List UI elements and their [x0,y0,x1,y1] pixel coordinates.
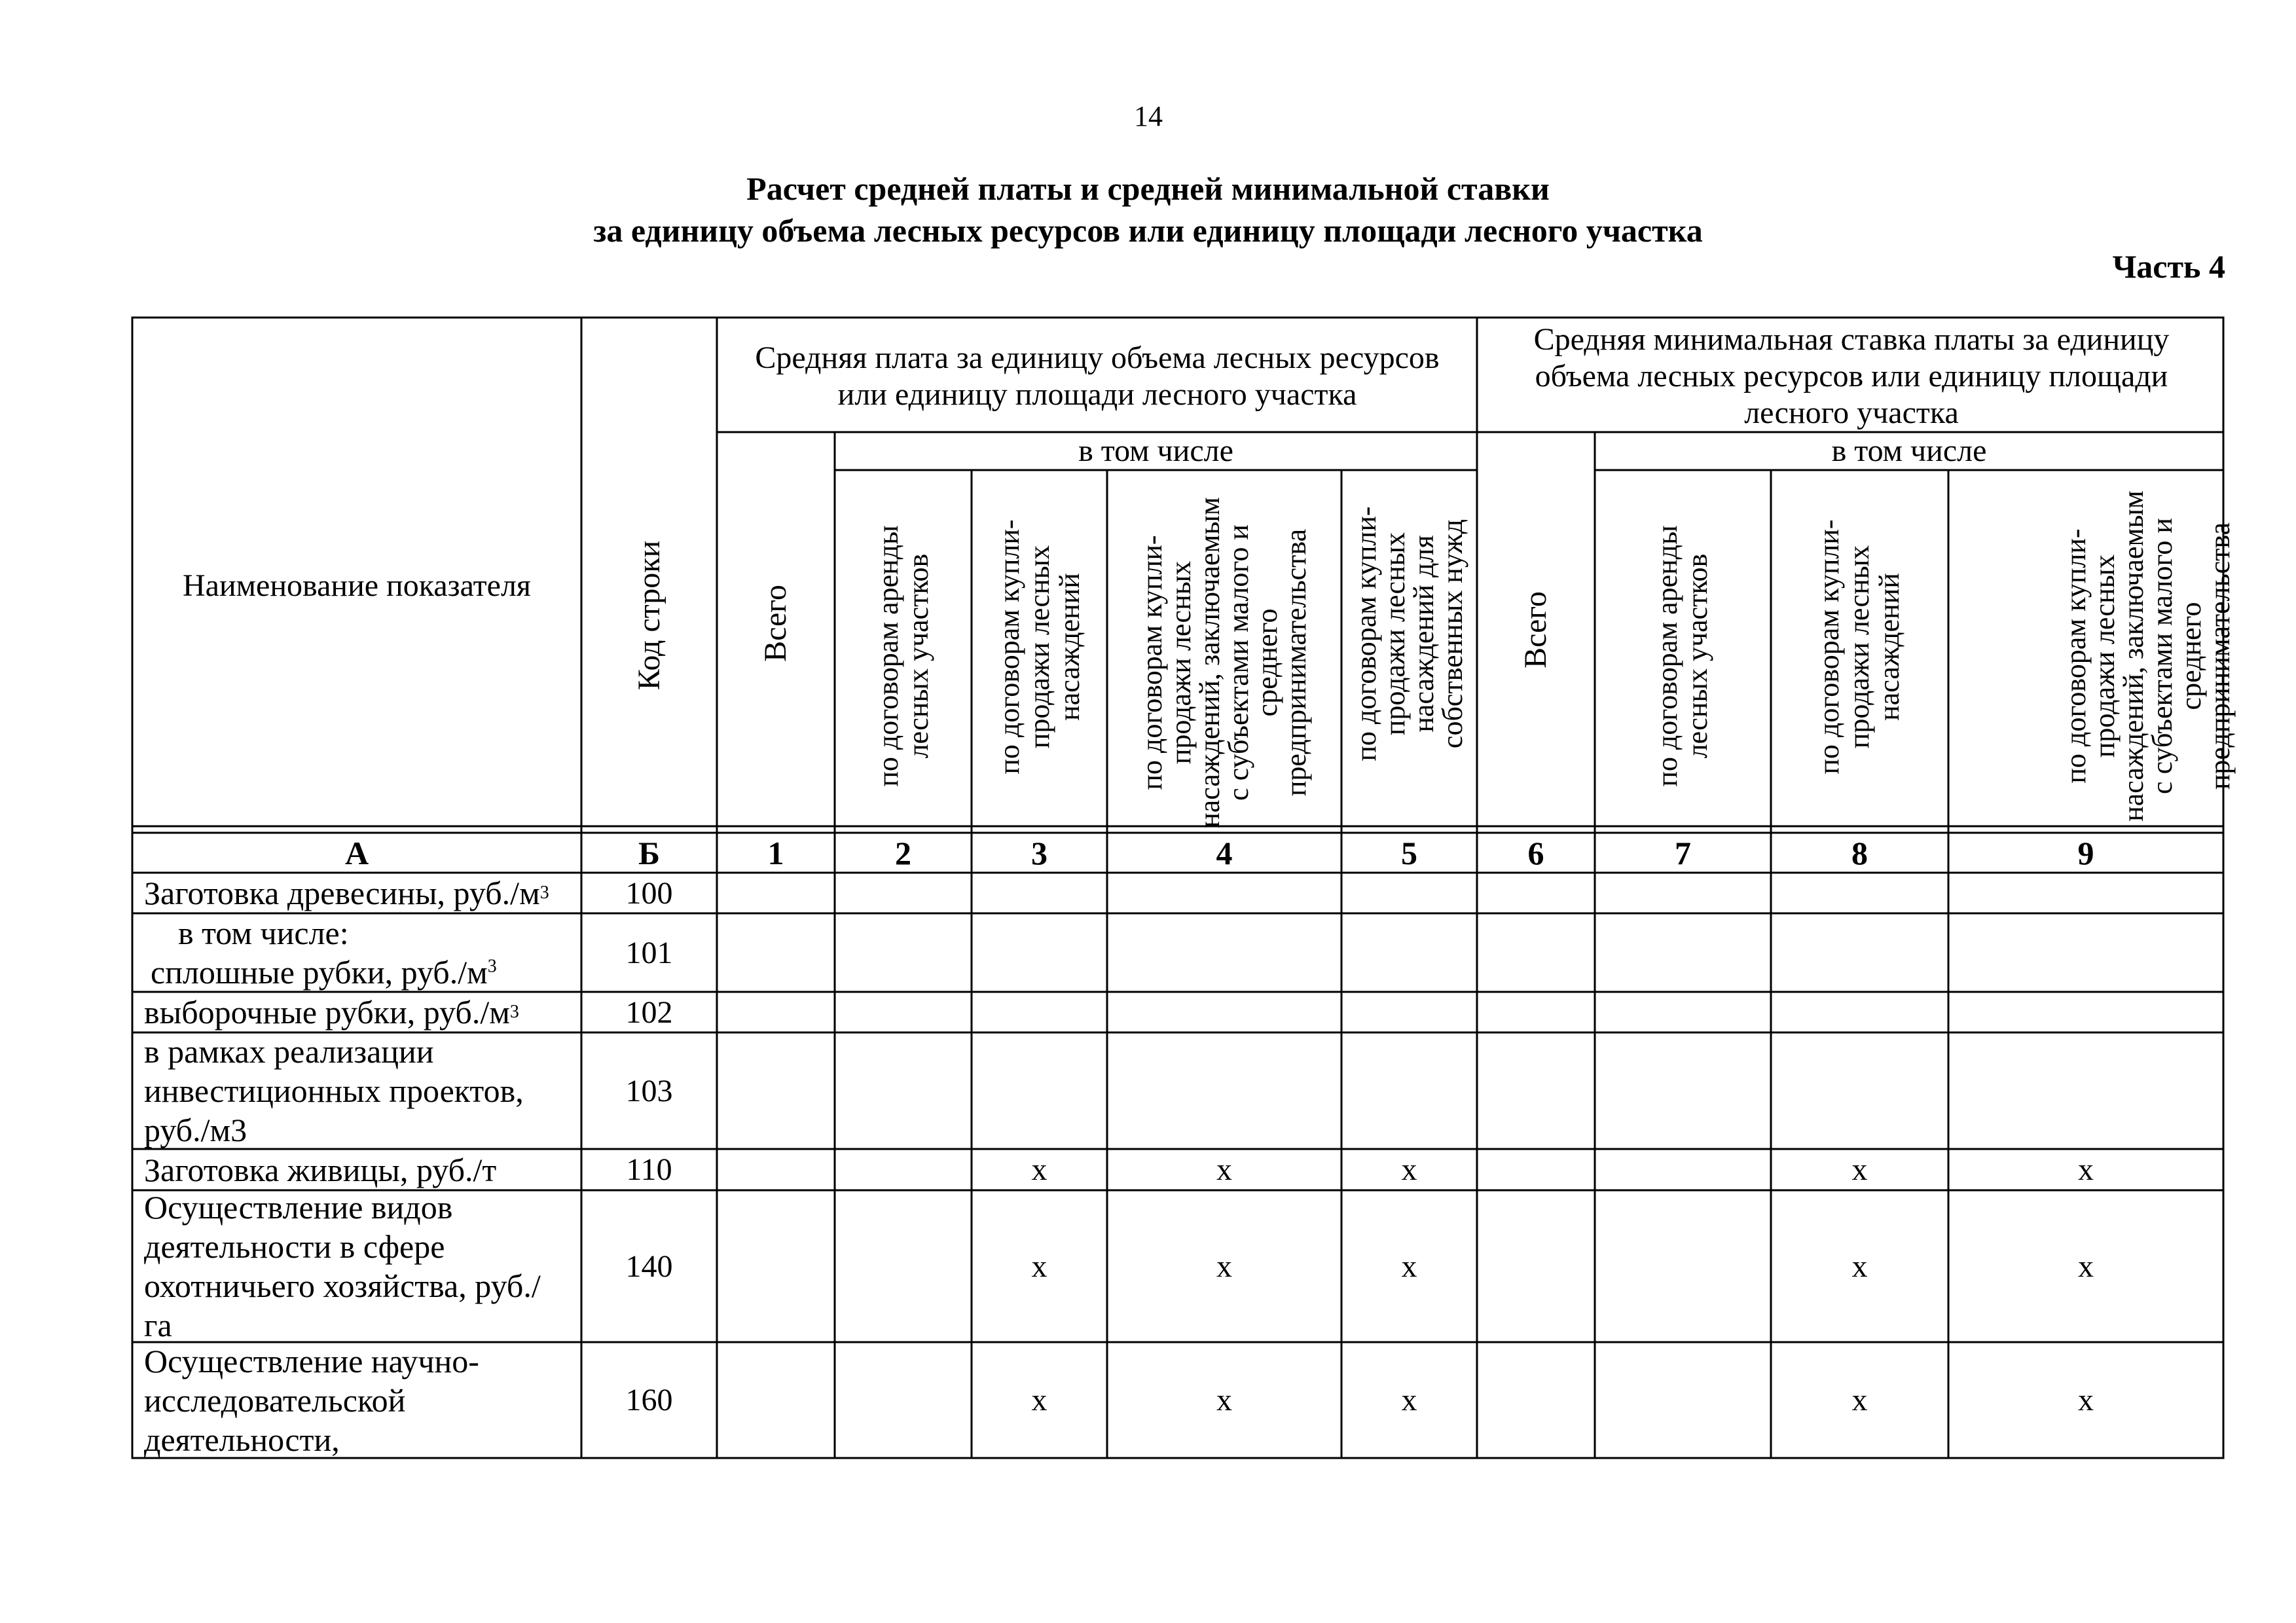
row-code: 100 [625,875,673,911]
header-sale-small-business-1: по договорам купли-продажи лесных насаждений, заключаемым с субъектами малого и среднего предпринимательства [1136,497,1312,828]
not-applicable-mark: х [1031,1249,1048,1284]
column-number-8: 8 [1851,834,1868,871]
header-total-1: Всего [758,585,793,662]
table-row-name [132,913,581,992]
column-number-2: 2 [895,834,911,871]
table-row-name: Осуществление видов деятельности в сфере охотничьего хозяйства, руб./га [144,1189,541,1343]
header-sale-small-business-2: по договорам купли-продажи лесных насаждений, заключаемым с субъектами малого и среднего предпринимательства [2060,490,2236,822]
not-applicable-mark: х [1401,1152,1417,1187]
row-code: 110 [626,1152,672,1187]
page-number: 14 [1134,100,1163,132]
column-number-7: 7 [1675,834,1691,871]
not-applicable-mark: х [1031,1383,1048,1417]
column-number-1: 1 [767,834,784,871]
row-code: 102 [625,994,673,1030]
table-row-name: Осуществление научно-исследовательской деятельности, [144,1342,479,1458]
not-applicable-mark: х [1216,1249,1232,1284]
not-applicable-mark: х [1401,1383,1417,1417]
row-code: 160 [625,1383,673,1417]
row-code: 101 [625,935,673,970]
not-applicable-mark: х [1216,1152,1232,1187]
column-header-name: Наименование показателя [183,568,531,603]
row-name-line-2: сплошные рубки, $руб./м^3$ [151,954,497,991]
subgroup-header-1: в том числе [1078,433,1233,468]
table-row-name: в рамках реализации инвестиционных проектов, руб./м3 [144,1033,524,1148]
column-number-a: А [344,834,369,871]
not-applicable-mark: х [1851,1383,1868,1417]
group-header-min-rate: Средняя минимальная ставка платы за единицу объема лесных ресурсов или единицу площади лесного участка [1533,322,2170,430]
column-number-3: 3 [1031,834,1048,871]
column-number-6: 6 [1527,834,1544,871]
table-row-name: Заготовка древесины, руб./м 3 [144,875,549,911]
column-number-9: 9 [2077,834,2094,871]
column-header-code: Код строки [632,540,666,691]
table-row-name: Заготовка живицы, руб./т [144,1151,497,1188]
column-number-4: 4 [1216,834,1233,871]
title-line-2: за единицу объема лесных ресурсов или единицу площади лесного участка [593,212,1703,249]
header-lease-1: по договорам аренды лесных участков [872,525,934,787]
column-number-b: Б [638,834,661,871]
not-applicable-mark: х [1031,1152,1048,1187]
not-applicable-mark: х [2078,1383,2094,1417]
part-label: Часть 4 [2112,248,2225,285]
header-sale-2: по договорам купли-продажи лесных насаждений [1813,519,1905,775]
group-header-average-fee: Средняя плата за единицу объема лесных ресурсов или единицу площади лесного участка [755,340,1440,412]
not-applicable-mark: х [1216,1383,1232,1417]
header-lease-2: по договорам аренды лесных участков [1651,525,1713,787]
not-applicable-mark: х [1401,1249,1417,1284]
row-name-text: Заготовка древесины, руб./м [144,875,540,911]
row-name-text: выборочные рубки, руб./м [144,994,510,1030]
row-code: 140 [625,1249,673,1284]
title-line-1: Расчет средней платы и средней минимальной ставки [746,170,1550,207]
header-total-2: Всего [1518,591,1553,668]
not-applicable-mark: х [1851,1152,1868,1187]
header-sale-1: по договорам купли-продажи лесных насаждений [993,519,1085,775]
subgroup-header-2: в том числе [1831,433,1987,468]
not-applicable-mark: х [1851,1249,1868,1284]
row-code: 103 [625,1073,673,1108]
table-row-name: выборочные рубки, руб./м 3 [144,994,519,1030]
row-name-line-1: в том числе: [178,915,349,951]
not-applicable-mark: х [2078,1249,2094,1284]
column-number-5: 5 [1401,834,1417,871]
not-applicable-mark: х [2078,1152,2094,1187]
header-sale-own-needs: по договорам купли-продажи лесных насаждений для собственных нужд [1350,506,1468,761]
